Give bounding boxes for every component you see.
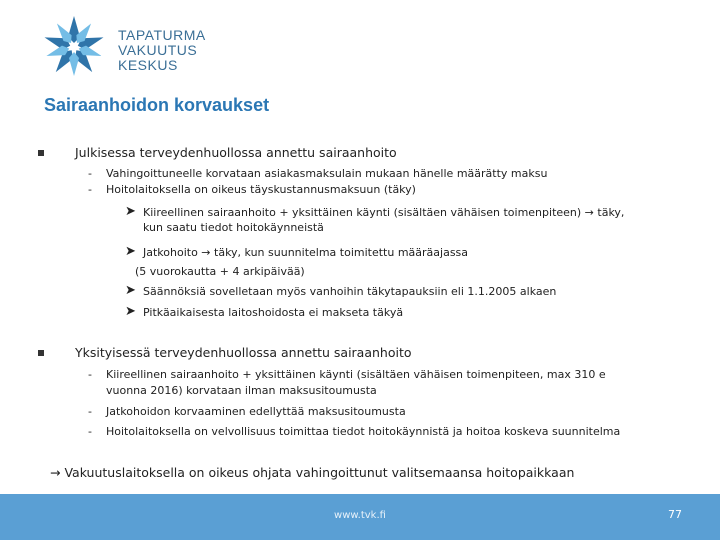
logo [40,14,260,80]
dash-bullet: - [88,167,92,180]
section1-arrow-4: Pitkäaikaisesta laitoshoidosta ei makseta täkyä [143,306,404,319]
logo-line-1: TAPATURMA [118,27,206,43]
section1-heading: Julkisessa terveydenhuollossa annettu sairaanhoito [75,145,397,160]
footer-bar [0,494,720,540]
section1-arrow-1-line2: kun saatu tiedot hoitokäynneistä [143,221,324,234]
dash-bullet: - [88,183,92,196]
arrowhead-bullet-icon: ➤ [125,244,136,259]
dash-bullet: - [88,405,92,418]
section1-item-1: Vahingoittuneelle korvataan asiakasmaksulain mukaan hänelle määrätty maksu [106,167,548,180]
conclusion-text: → Vakuutuslaitoksella on oikeus ohjata vahingoittunut valitsemaansa hoitopaikkaan [50,465,575,480]
footer-url[interactable]: www.tvk.fi [334,510,386,521]
section1-arrow-2-line2: (5 vuorokautta + 4 arkipäivää) [135,265,305,278]
tvk-star-logo-icon [40,14,108,80]
section1-item-2: Hoitolaitoksella on oikeus täyskustannusmaksuun (täky) [106,183,416,196]
logo-line-3: KESKUS [118,57,178,73]
page-title: Sairaanhoidon korvaukset [44,95,270,115]
section2-heading: Yksityisessä terveydenhuollossa annettu sairaanhoito [75,345,412,360]
logo-line-2: VAKUUTUS [118,42,198,58]
arrowhead-bullet-icon: ➤ [125,304,136,319]
section1-arrow-2-line1: Jatkohoito → täky, kun suunnitelma toimitettu määräajassa [143,246,469,259]
bullet-square-icon [38,350,44,356]
section2-item-1-line2: vuonna 2016) korvataan ilman maksusitoumusta [106,384,377,397]
section2-item-3: Hoitolaitoksella on velvollisuus toimittaa tiedot hoitokäynnistä ja hoitoa koskeva suunnitelma [106,425,621,438]
bullet-square-icon [38,150,44,156]
section1-arrow-1-line1: Kiireellinen sairaanhoito + yksittäinen käynti (sisältäen vähäisen toimenpiteen) → täky, [143,206,625,219]
dash-bullet: - [88,425,92,438]
arrowhead-bullet-icon: ➤ [125,204,136,219]
section1-arrow-3: Säännöksiä sovelletaan myös vanhoihin täkytapauksiin eli 1.1.2005 alkaen [143,285,557,298]
dash-bullet: - [88,368,92,381]
page-number: 77 [668,508,682,521]
arrowhead-bullet-icon: ➤ [125,283,136,298]
logo-text [118,28,206,73]
section2-item-2: Jatkohoidon korvaaminen edellyttää maksusitoumusta [106,405,406,418]
section2-item-1-line1: Kiireellinen sairaanhoito + yksittäinen käynti (sisältäen vähäisen toimenpiteen, max 310 e [106,368,606,381]
